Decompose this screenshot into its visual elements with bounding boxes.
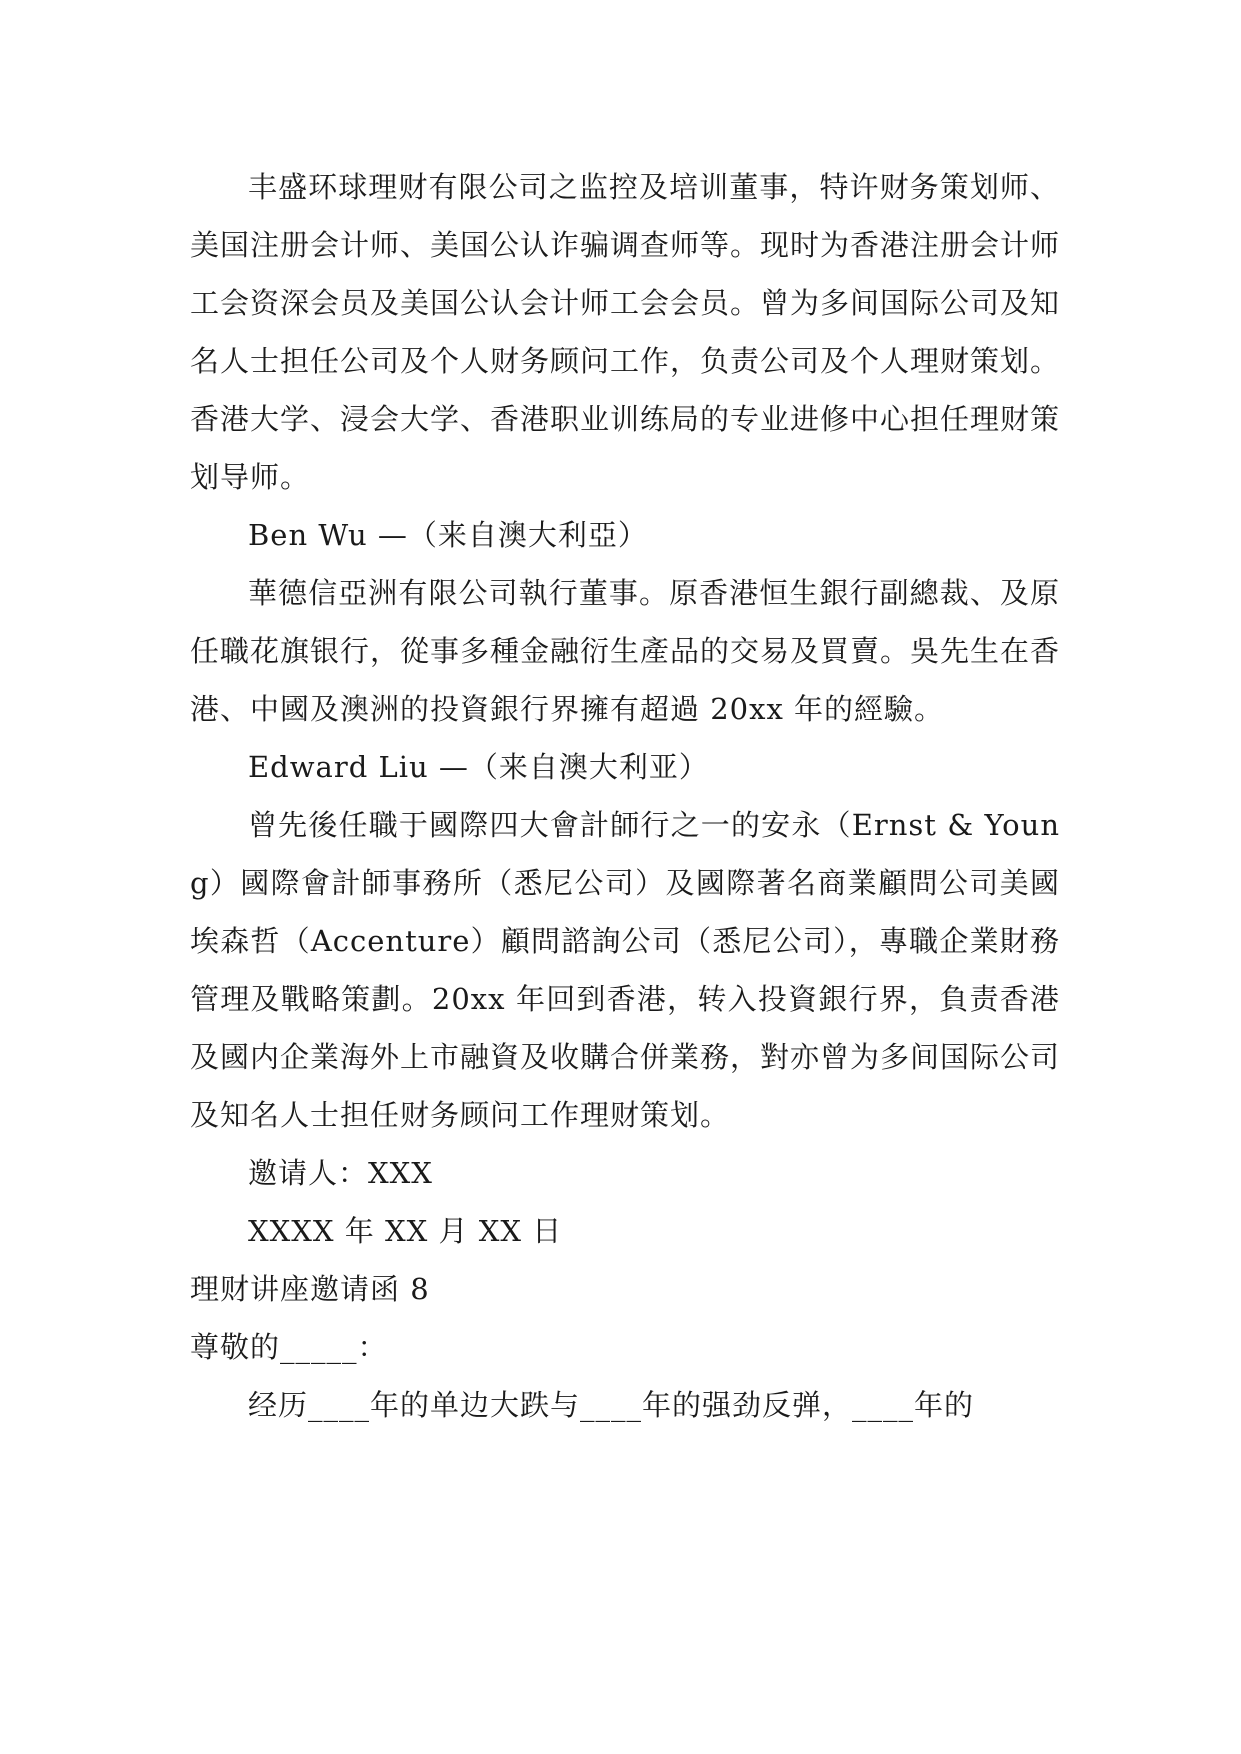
date-line: XXXX 年 XX 月 XX 日 bbox=[248, 1214, 563, 1248]
section-title: 理财讲座邀请函 8 bbox=[190, 1272, 430, 1306]
speaker2-heading: Ben Wu —（来自澳大利亞） bbox=[248, 518, 648, 552]
speaker3-bio: 曾先後任職于國際四大會計師行之一的安永（Ernst & Young）國際會計師事務所（悉尼公司）及國際著名商業顧問公司美國埃森哲（Accenture）顧問諮詢公司（悉尼公司），專職企業財務管理及戰略策劃。20xx 年回到香港，转入投資銀行界，負责香港及國内企業海外上市融資及收購合併業務，對亦曾为多间国际公司及知名人士担任财务顾问工作理财策划。 bbox=[190, 808, 1061, 1132]
speaker2-bio: 華德信亞洲有限公司執行董事。原香港恒生銀行副總裁、及原任職花旗银行，從事多種金融衍生產品的交易及買賣。吳先生在香港、中國及澳洲的投資銀行界擁有超過 20xx 年的經驗。 bbox=[190, 576, 1061, 726]
inviter-line: 邀请人：XXX bbox=[248, 1156, 433, 1190]
speaker3-heading: Edward Liu —（来自澳大利亚） bbox=[248, 750, 709, 784]
speaker1-bio: 丰盛环球理财有限公司之监控及培训董事，特许财务策划师、美国注册会计师、美国公认诈骗调查师等。现时为香港注册会计师工会资深会员及美国公认会计师工会会员。曾为多间国际公司及知名人士担任公司及个人财务顾问工作，负责公司及个人理财策划。香港大学、浸会大学、香港职业训练局的专业进修中心担任理财策划导师。 bbox=[190, 170, 1061, 494]
document-page bbox=[190, 158, 1060, 1434]
letter-body-start: 经历____年的单边大跌与____年的强劲反弹，____年的 bbox=[248, 1388, 975, 1422]
salutation: 尊敬的_____： bbox=[190, 1330, 388, 1364]
